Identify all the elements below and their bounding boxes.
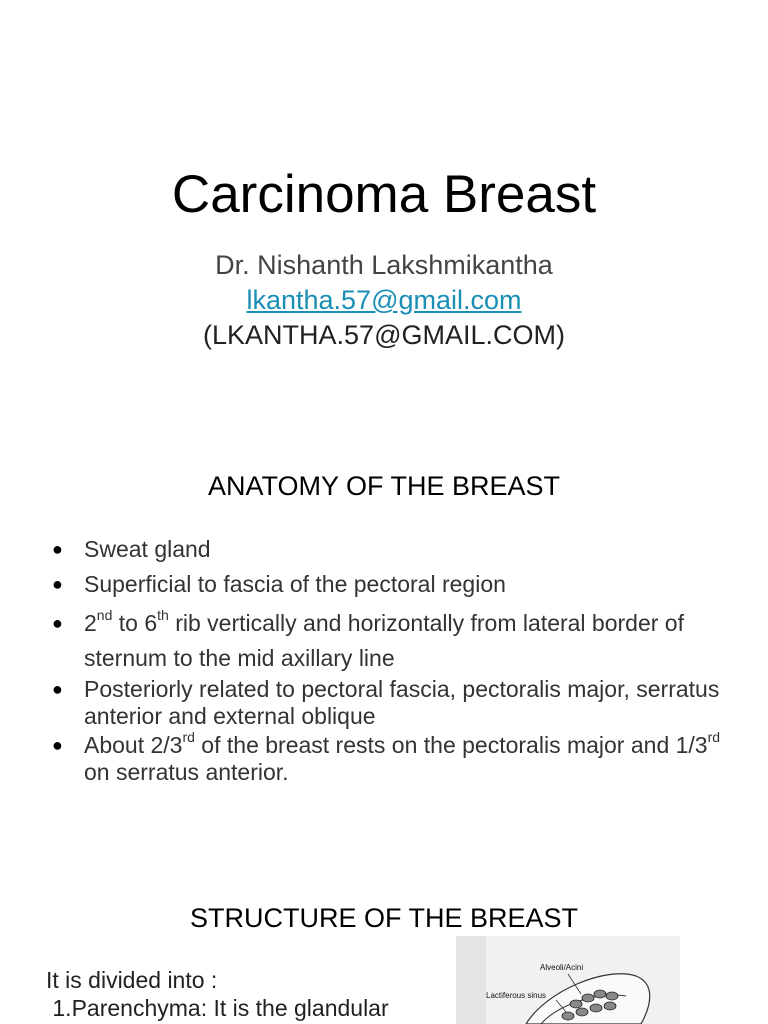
author-name: Dr. Nishanth Lakshmikantha [215,250,553,280]
bullet-text: Superficial to fascia of the pectoral region [84,571,506,597]
bullet-item [48,571,728,598]
bullet-dot-icon: ● [52,539,63,559]
bullet-text: Sweat gland [84,536,211,562]
diagram-label: Alveoli/Acini [540,963,584,972]
anatomy-bullet-list [48,536,728,786]
email-caps-text: (LKANTHA.57@GMAIL.COM) [203,320,565,350]
bullet-item [48,536,728,563]
structure-line: 1.Parenchyma: It is the glandular [46,995,389,1021]
diagram-label: Lactiferous sinus [486,991,547,1000]
structure-text [46,966,446,1022]
document-title: Carcinoma Breast [171,165,597,224]
bullet-dot-icon: ● [52,735,63,755]
bullet-item [48,729,728,786]
bullet-item [48,606,728,676]
structure-line: It is divided into : [46,967,218,993]
structure-heading: STRUCTURE OF THE BREAST [189,903,579,933]
bullet-text: 2nd to 6th rib vertically and horizontally from lateral border of sternum to the mid axillary line [84,607,684,671]
bullet-dot-icon: ● [52,613,63,633]
breast-structure-diagram [456,936,680,1024]
bullet-dot-icon: ● [52,679,63,699]
email-link[interactable]: lkantha.57@gmail.com [246,285,522,315]
anatomy-heading: ANATOMY OF THE BREAST [207,471,561,501]
bullet-item [48,676,728,730]
bullet-dot-icon: ● [52,574,63,594]
diagram-image [456,936,680,1024]
bullet-text: Posteriorly related to pectoral fascia, pectoralis major, serratus anterior and external oblique [84,676,720,729]
bullet-text: About 2/3rd of the breast rests on the pectoralis major and 1/3rd on serratus anterior. [84,729,721,785]
